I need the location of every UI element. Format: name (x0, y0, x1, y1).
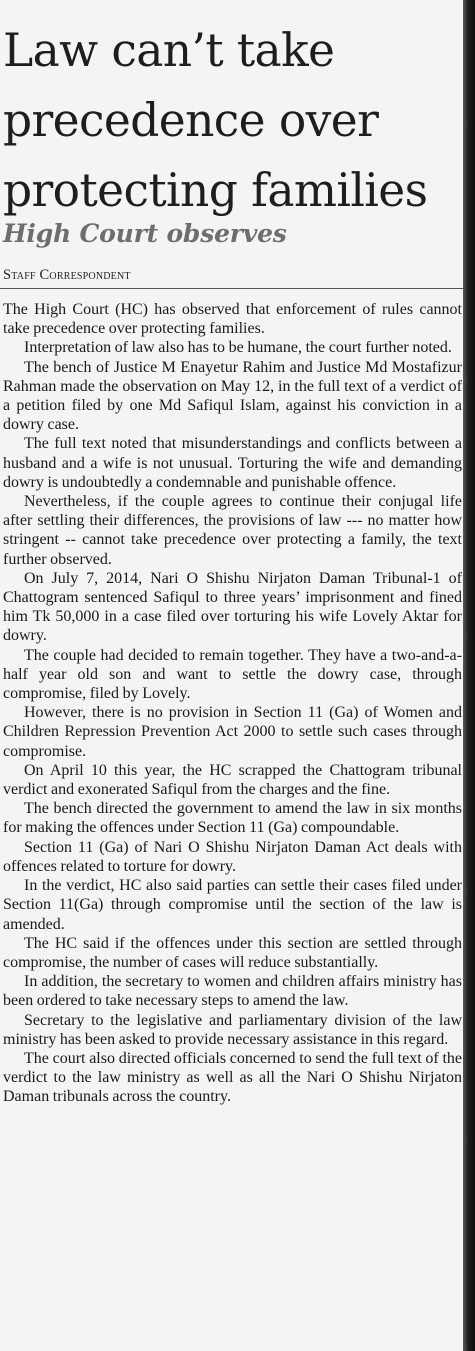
paragraph: On July 7, 2014, Nari O Shishu Nirjaton Daman Tribunal-1 of Chattogram sentenced Safiqul to three years’ imprisonment and fined him Tk 50,000 in a case filed over torturing his wife Lovely Aktar for dowry. (3, 569, 462, 645)
paragraph: In addition, the secretary to women and children affairs ministry has been ordered to take necessary steps to amend the law. (3, 973, 462, 1010)
paragraph: Interpretation of law also has to be humane, the court further noted. (24, 339, 452, 357)
paragraph: The couple had decided to remain together. They have a two-and-a-half year old son and want to settle the dowry case, through compromise, filed by Lovely. (3, 646, 462, 703)
paragraph: However, there is no provision in Section 11 (Ga) of Women and Children Repression Prevention Act 2000 to settle such cases through compromise. (3, 704, 462, 760)
paragraph: The bench directed the government to amend the law in six months for making the offences under Section 11 (Ga) compoundable. (3, 800, 462, 837)
paragraph: In the verdict, HC also said parties can settle their cases filed under Section 11(Ga) through compromise until the section of the law is amended. (3, 877, 462, 933)
article-body (3, 300, 462, 1107)
paragraph: The full text noted that misunderstandings and conflicts between a husband and a wife is not unusual. Torturing the wife and demanding dowry is undoubtedly a condemnable and punishable offence. (3, 435, 462, 491)
paragraph: Section 11 (Ga) of Nari O Shishu Nirjaton Daman Act deals with offences related to torture for dowry. (3, 838, 462, 875)
paragraph: The High Court (HC) has observed that enforcement of rules cannot take precedence over protecting families. (3, 301, 462, 338)
paragraph: On April 10 this year, the HC scrapped the Chattogram tribunal verdict and exonerated Safiqul from the charges and the fine. (3, 761, 462, 799)
headline: Law can’t take precedence over protecting families (3, 24, 428, 217)
paragraph: The court also directed officials concerned to send the full text of the verdict to the law ministry as well as all the Nari O Shishu Nirjaton Daman tribunals across the country. (3, 1049, 462, 1106)
paragraph: The bench of Justice M Enayetur Rahim and Justice Md Mostafizur Rahman made the observation on May 12, in the full text of a verdict of a petition filed by one Md Safiqul Islam, against his conviction in a dowry case. (3, 358, 462, 434)
byline: Staff Correspondent (3, 267, 131, 283)
paragraph: The HC said if the offences under this section are settled through compromise, the number of cases will reduce substantially. (3, 934, 462, 971)
page-edge-shadow (463, 0, 475, 1351)
byline-divider (0, 288, 463, 289)
subheadline: High Court observes (3, 219, 287, 248)
paragraph: Secretary to the legislative and parliamentary division of the law ministry has been asked to provide necessary assistance in this regard. (3, 1011, 462, 1048)
paragraph: Nevertheless, if the couple agrees to continue their conjugal life after settling their differences, the provisions of law --- no matter how stringent -- cannot take precedence over protecting a family, the text further observed. (3, 493, 462, 568)
